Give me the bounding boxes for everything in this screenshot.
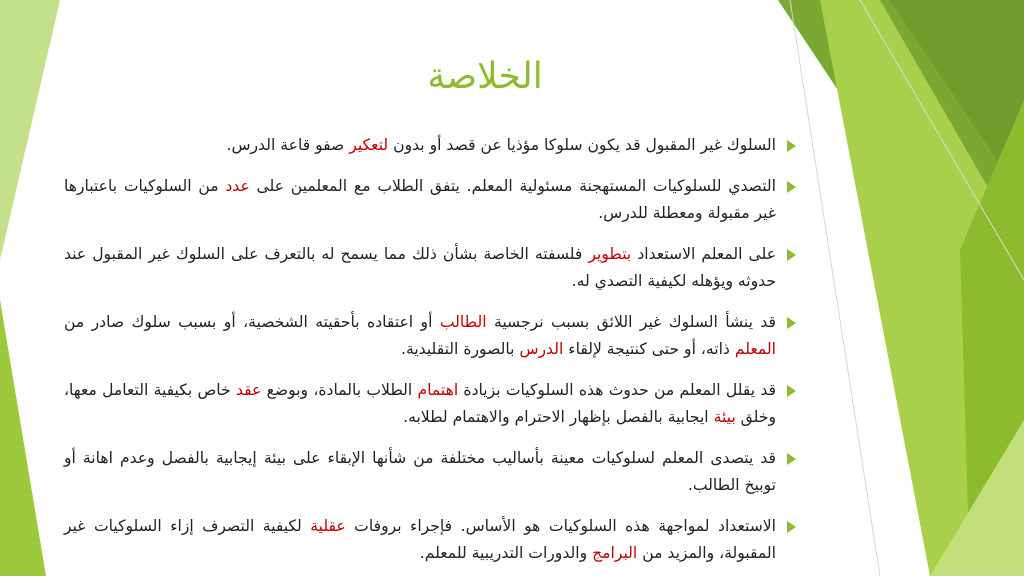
bottom-left-corner-shape <box>0 300 46 576</box>
top-left-corner-shape <box>0 0 60 260</box>
triangle-right-icon <box>787 317 796 329</box>
triangle-right-icon <box>787 249 796 261</box>
bullet-list <box>64 132 776 581</box>
bullet-item: السلوك غير المقبول قد يكون سلوكا مؤذيا عن قصد أو بدون لتعكير صفو قاعة الدرس. <box>64 132 776 159</box>
bullet-item: على المعلم الاستعداد بتطوير فلسفته الخاصة بشأن ذلك مما يسمح له بالتعرف على السلوك غير المقبول عند حدوثه ويؤهله لكيفية التصدي له. <box>64 241 776 295</box>
triangle-right-icon <box>787 140 796 152</box>
bullet-item: الاستعداد لمواجهة هذه السلوكيات هو الأساس. فإجراء بروفات عقلية لكيفية التصرف إزاء السلوكيات غير المقبولة، والمزيد من البرامج والدورات التدريبية للمعلم. <box>64 513 776 567</box>
bullet-item: قد يتصدى المعلم لسلوكيات معينة بأساليب مختلفة من شأنها الإبقاء على بيئة إيجابية بالفصل وعدم اهانة أو توبيخ الطالب. <box>64 445 776 499</box>
triangle-right-icon <box>787 385 796 397</box>
slide-title: الخلاصة <box>427 56 543 97</box>
triangle-right-icon <box>787 181 796 193</box>
bullet-item: التصدي للسلوكيات المستهجنة مسئولية المعلم. يتفق الطلاب مع المعلمين على عدد من السلوكيات باعتبارها غير مقبولة ومعطلة للدرس. <box>64 173 776 227</box>
bullet-item: قد ينشأ السلوك غير اللائق بسبب نرجسية الطالب أو اعتقاده بأحقيته الشخصية، أو بسبب سلوك صادر من المعلم ذاته، أو حتى كنتيجة لإلقاء الدرس بالصورة التقليدية. <box>64 309 776 363</box>
triangle-right-icon <box>787 521 796 533</box>
bullet-item: قد يقلل المعلم من حدوث هذه السلوكيات بزيادة اهتمام الطلاب بالمادة، وبوضع عقد خاص بكيفية التعامل معها، وخلق بيئة ايجابية بالفصل بإظهار الاحترام والاهتمام لطلابه. <box>64 377 776 431</box>
triangle-right-icon <box>787 453 796 465</box>
